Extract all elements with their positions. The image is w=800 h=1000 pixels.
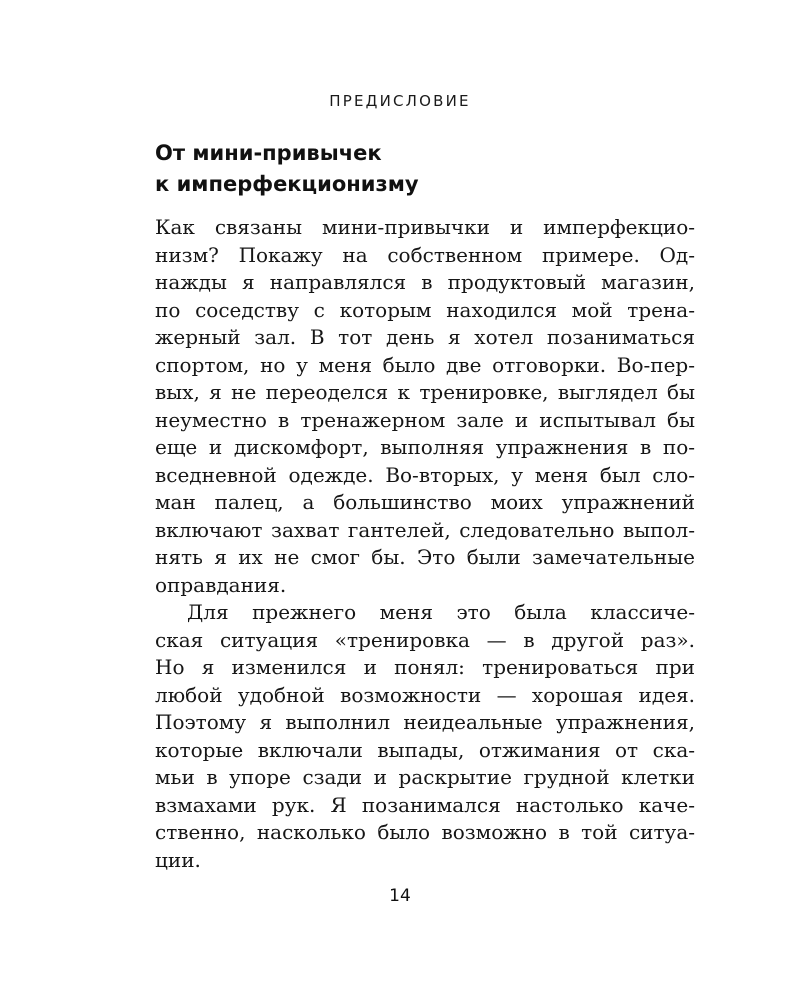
- chapter-title: [155, 138, 675, 200]
- text-line: вседневной одежде. Во-вторых, у меня был сло-: [155, 462, 695, 487]
- running-head: ПРЕДИСЛОВИЕ: [329, 92, 471, 110]
- text-line: Для прежнего меня это была классиче-: [187, 600, 695, 624]
- text-line: ственно, насколько было возможно в той ситуа-: [155, 820, 695, 844]
- text-line: еще и дискомфорт, выполняя упражнения в по-: [155, 435, 695, 459]
- text-line: Но я изменился и понял: тренироваться при: [155, 655, 695, 679]
- text-line: неуместно в тренажерном зале и испытывал бы: [155, 407, 695, 432]
- text-line: нажды я направлялся в продуктовый магазин,: [155, 270, 695, 294]
- text-line: взмахами рук. Я позанимался настолько каче-: [155, 792, 695, 817]
- text-line: мьи в упоре сзади и раскрытие грудной клетки: [155, 765, 695, 789]
- text-line: оправдания.: [155, 572, 287, 597]
- text-line: которые включали выпады, отжимания от ска-: [155, 737, 695, 762]
- text-line: включают захват гантелей, следовательно выпол-: [155, 517, 695, 542]
- text-line: нять я их не смог бы. Это были замечательные: [155, 545, 695, 569]
- text-line: любой удобной возможности — хорошая идея.: [155, 682, 695, 707]
- body-text: [155, 214, 695, 874]
- paragraph-1: [155, 214, 695, 599]
- text-line: ская ситуация «тренировка — в другой раз».: [155, 627, 695, 652]
- text-line: Поэтому я выполнил неидеальные упражнения,: [155, 710, 695, 734]
- text-line: по соседству с которым находился мой трена-: [155, 297, 695, 322]
- text-line: вых, я не переоделся к тренировке, выглядел бы: [155, 380, 695, 404]
- page-number: 14: [389, 886, 411, 906]
- text-line: Как связаны мини-привычки и имперфекцио-: [155, 215, 695, 239]
- text-line: ции.: [155, 847, 201, 872]
- paragraph-2: [155, 599, 695, 874]
- chapter-title-line: к имперфекционизму: [155, 172, 419, 196]
- text-line: жерный зал. В тот день я хотел позаниматься: [155, 325, 695, 349]
- text-line: спортом, но у меня было две отговорки. Во-пер-: [155, 352, 695, 377]
- text-line: низм? Покажу на собственном примере. Од-: [155, 242, 695, 267]
- chapter-title-line: От мини-привычек: [155, 141, 382, 165]
- text-line: ман палец, а большинство моих упражнений: [155, 490, 695, 514]
